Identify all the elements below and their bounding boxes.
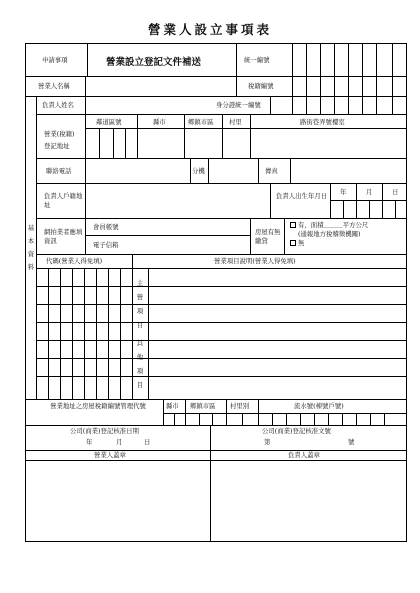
online-seller-label: 網拍業者應填資訊 bbox=[44, 228, 83, 245]
item-row-line bbox=[36, 304, 407, 305]
digit-cell bbox=[392, 76, 393, 96]
code-header: 代碼(營業人得免填) bbox=[46, 257, 103, 265]
col-divider bbox=[314, 413, 315, 425]
address2-col-village: 村里別 bbox=[230, 402, 250, 410]
owner-name-label: 負責人姓名 bbox=[42, 101, 74, 109]
col-divider bbox=[185, 399, 186, 425]
digit-cell bbox=[348, 96, 349, 114]
row-divider bbox=[85, 235, 250, 236]
col-divider bbox=[328, 413, 329, 425]
birth-date-label: 負責人出生年月日 bbox=[276, 192, 328, 200]
digit-cell bbox=[292, 76, 293, 96]
col-divider bbox=[85, 96, 86, 114]
col-divider bbox=[85, 158, 86, 183]
id-number-label: 身分證統一編號 bbox=[216, 101, 261, 109]
house-yes-note: (通報地方稅稽徵機關) bbox=[298, 230, 361, 238]
col-divider bbox=[87, 43, 88, 76]
digit-cell bbox=[334, 43, 335, 76]
col-divider bbox=[174, 413, 175, 425]
item-row-line bbox=[36, 340, 407, 341]
digit-cell bbox=[362, 96, 363, 114]
col-divider bbox=[99, 128, 100, 158]
col-divider bbox=[190, 158, 191, 183]
col-divider bbox=[356, 413, 357, 425]
col-divider bbox=[270, 183, 271, 218]
col-divider bbox=[369, 200, 370, 218]
tax-id-label: 稅籍編號 bbox=[248, 82, 274, 90]
item-row-line bbox=[36, 286, 407, 287]
col-divider bbox=[250, 218, 251, 254]
col-divider bbox=[85, 76, 86, 96]
col-divider bbox=[284, 218, 285, 254]
item-row-line bbox=[36, 358, 407, 359]
row-divider bbox=[25, 76, 407, 77]
row-divider bbox=[36, 183, 407, 184]
col-divider bbox=[300, 413, 301, 425]
row-divider bbox=[36, 254, 407, 255]
code-cell bbox=[48, 268, 49, 399]
col-divider bbox=[270, 96, 271, 114]
digit-cell bbox=[306, 43, 307, 76]
house-yes-label: 有，面積＿＿＿平方公尺 bbox=[298, 221, 369, 229]
address-col-village: 村里 bbox=[229, 118, 242, 126]
digit-cell bbox=[292, 43, 293, 76]
house-yes-checkbox[interactable] bbox=[290, 222, 296, 228]
form-table bbox=[25, 43, 407, 542]
row-divider bbox=[36, 268, 407, 269]
row-divider bbox=[85, 128, 407, 129]
col-divider bbox=[210, 425, 211, 542]
col-divider bbox=[242, 413, 243, 425]
approval-doc-suffix: 號 bbox=[348, 438, 355, 446]
address-col-district: 鄉鎮市區 bbox=[188, 118, 214, 126]
col-divider bbox=[258, 399, 259, 425]
birth-day-label: 日 bbox=[392, 188, 399, 196]
col-divider bbox=[236, 76, 237, 96]
digit-cell bbox=[334, 76, 335, 96]
digit-cell bbox=[376, 76, 377, 96]
email-label: 電子信箱 bbox=[93, 241, 119, 249]
digit-cell bbox=[392, 96, 393, 114]
digit-cell bbox=[348, 76, 349, 96]
address2-col-serial: 流水號(棟號戶號) bbox=[294, 402, 344, 410]
code-cell bbox=[60, 268, 61, 399]
digit-cell bbox=[376, 43, 377, 76]
item-row-line bbox=[36, 376, 407, 377]
digit-cell bbox=[334, 96, 335, 114]
col-divider bbox=[330, 183, 331, 218]
digit-cell bbox=[320, 76, 321, 96]
col-divider bbox=[137, 114, 138, 158]
address2-label: 營業地址之房屋稅籍編號管理代號 bbox=[50, 402, 146, 410]
house-no-checkbox[interactable] bbox=[290, 240, 296, 246]
approval-day-label: 日 bbox=[144, 438, 151, 446]
ubn-label: 統一編號 bbox=[244, 56, 270, 64]
digit-cell bbox=[306, 76, 307, 96]
col-divider bbox=[163, 399, 164, 425]
code-cell bbox=[108, 268, 109, 399]
col-divider bbox=[85, 183, 86, 218]
owner-seal-label: 負責人蓋章 bbox=[288, 451, 320, 459]
col-divider bbox=[356, 183, 357, 218]
member-account-label: 會員帳號 bbox=[93, 223, 119, 231]
address-col-street: 路街巷弄號樓室 bbox=[300, 118, 345, 126]
col-divider bbox=[113, 128, 114, 158]
col-divider bbox=[184, 114, 185, 158]
col-divider bbox=[384, 413, 385, 425]
digit-cell bbox=[320, 43, 321, 76]
col-divider bbox=[272, 413, 273, 425]
digit-cell bbox=[348, 43, 349, 76]
desc-header: 營業項目說明(營業人得免填) bbox=[214, 257, 296, 265]
house-tax-label: 房屋有無繳貸 bbox=[255, 228, 281, 245]
col-divider bbox=[382, 183, 383, 218]
address2-col-county: 縣市 bbox=[166, 402, 179, 410]
col-divider bbox=[199, 413, 200, 425]
row-divider bbox=[25, 425, 407, 426]
col-divider bbox=[343, 200, 344, 218]
col-divider bbox=[236, 43, 237, 76]
phone-label: 聯絡電話 bbox=[46, 167, 72, 175]
fax-label: 傳真 bbox=[265, 167, 278, 175]
col-divider bbox=[342, 413, 343, 425]
col-divider bbox=[148, 268, 149, 399]
digit-cell bbox=[292, 96, 293, 114]
code-cell bbox=[72, 268, 73, 399]
birth-month-label: 月 bbox=[366, 188, 373, 196]
business-seal-label: 營業人蓋章 bbox=[94, 451, 126, 459]
row-divider bbox=[25, 96, 407, 97]
col-divider bbox=[222, 114, 223, 158]
col-divider bbox=[290, 158, 291, 183]
approval-month-label: 月 bbox=[116, 438, 123, 446]
col-divider bbox=[85, 114, 86, 158]
col-divider bbox=[286, 413, 287, 425]
business-name-label: 營業人名稱 bbox=[38, 82, 70, 90]
row-divider bbox=[25, 450, 407, 451]
digit-cell bbox=[306, 96, 307, 114]
application-label: 申請事項 bbox=[42, 56, 68, 64]
approval-date-label: 公司(商業)登記核准日期 bbox=[70, 427, 139, 435]
approval-year-label: 年 bbox=[86, 438, 93, 446]
code-cell bbox=[96, 268, 97, 399]
birth-year-label: 年 bbox=[340, 188, 347, 196]
col-divider bbox=[258, 158, 259, 183]
address-col-zip: 鄰道區號 bbox=[96, 118, 122, 126]
row-divider bbox=[25, 460, 407, 461]
main-items-label: 主營項目 bbox=[136, 279, 144, 329]
col-divider bbox=[85, 218, 86, 254]
col-divider bbox=[132, 254, 133, 399]
digit-cell bbox=[362, 43, 363, 76]
digit-cell bbox=[362, 76, 363, 96]
house-no-label: 無 bbox=[298, 239, 305, 247]
col-divider bbox=[36, 96, 37, 399]
row-divider bbox=[36, 158, 407, 159]
digit-cell bbox=[320, 96, 321, 114]
approval-doc-prefix: 第 bbox=[264, 438, 271, 446]
code-cell bbox=[84, 268, 85, 399]
address2-col-district: 鄉鎮市區 bbox=[190, 402, 216, 410]
col-divider bbox=[395, 200, 396, 218]
address-col-county: 縣市 bbox=[153, 118, 166, 126]
household-address-label: 負責人戶籍地址 bbox=[44, 192, 83, 209]
col-divider bbox=[250, 114, 251, 158]
col-divider bbox=[226, 399, 227, 425]
col-divider bbox=[212, 413, 213, 425]
form-title: 營業人設立事項表 bbox=[147, 22, 272, 37]
row-divider bbox=[36, 218, 407, 219]
col-divider bbox=[125, 128, 126, 158]
digit-cell bbox=[376, 96, 377, 114]
application-value: 營業設立登記文件補送 bbox=[106, 57, 202, 68]
digit-cell bbox=[392, 43, 393, 76]
ext-label: 分機 bbox=[192, 167, 205, 175]
section-basic-info: 基本資料 bbox=[27, 224, 35, 271]
other-items-label: 其他項目 bbox=[136, 339, 144, 389]
col-divider bbox=[208, 158, 209, 183]
col-divider bbox=[370, 413, 371, 425]
code-cell bbox=[120, 268, 121, 399]
address-label: 營業(稅籍)登記地址 bbox=[44, 130, 75, 150]
item-row-line bbox=[36, 322, 407, 323]
approval-doc-label: 公司(商業)登記核准文號 bbox=[262, 427, 331, 435]
